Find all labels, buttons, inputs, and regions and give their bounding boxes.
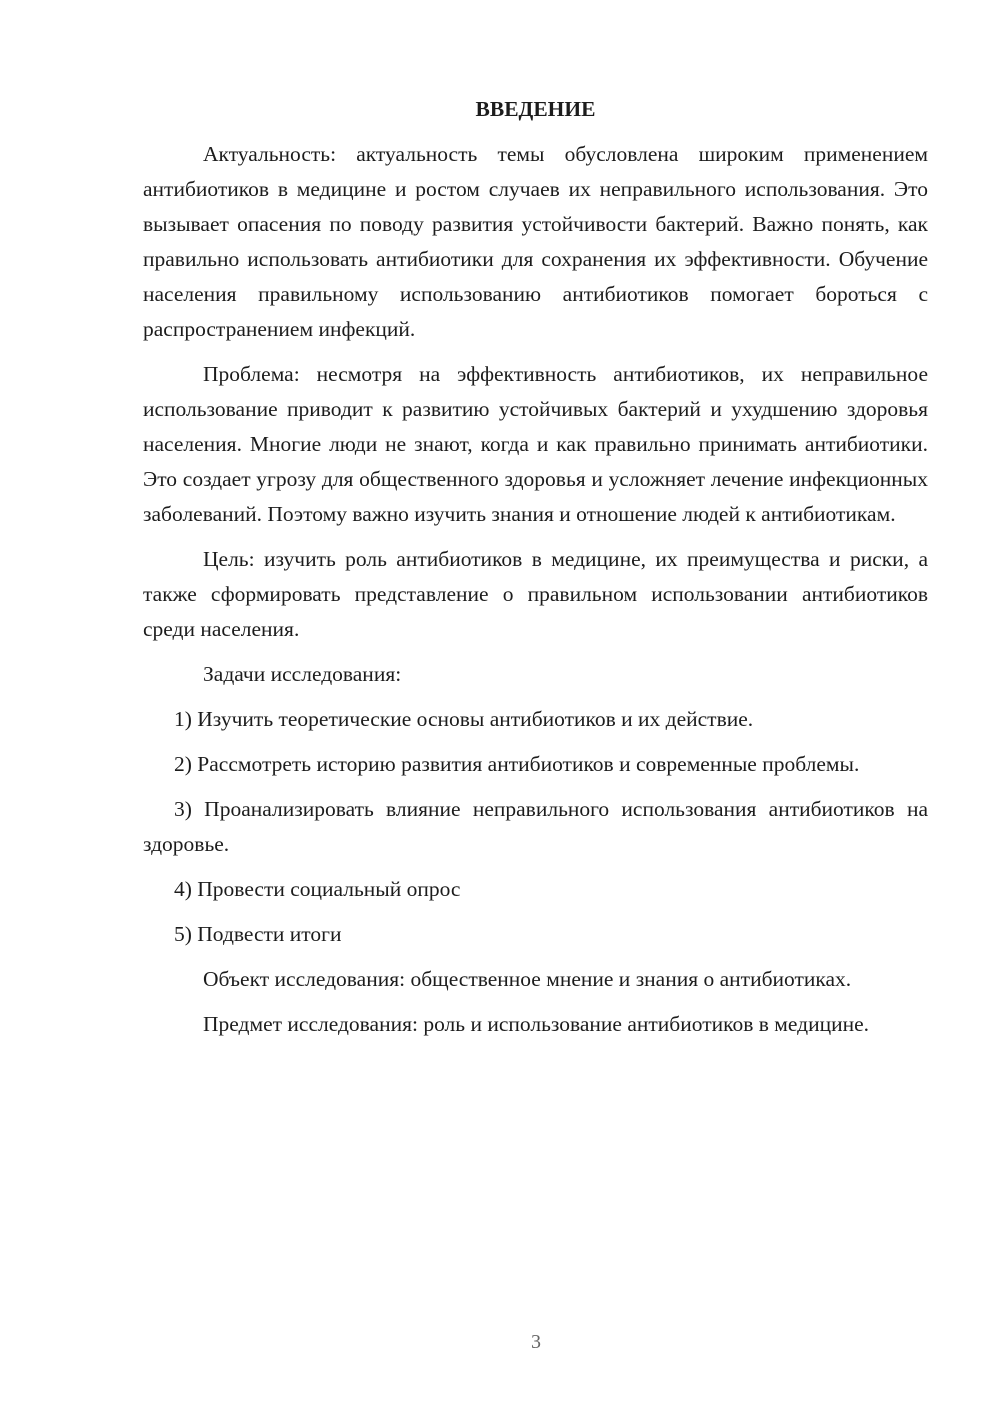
- problem-paragraph: Проблема: несмотря на эффективность антибиотиков, их неправильное использование приводит к развитию устойчивых бактерий и ухудшению здоровья населения. Многие люди не знают, когда и как правильно принимать антибиотики. Это создает угрозу для общественного здоровья и усложняет лечение инфекционных заболеваний. Поэтому важно изучить знания и отношение людей к антибиотикам.: [143, 362, 928, 526]
- relevance-paragraph: Актуальность: актуальность темы обусловлена широким применением антибиотиков в медицине и ростом случаев их неправильного использования. Это вызывает опасения по поводу развития устойчивости бактерий. Важно понять, как правильно использовать антибиотики для сохранения их эффективности. Обучение населения правильному использованию антибиотиков помогает бороться с распространением инфекций.: [143, 142, 928, 341]
- task-item: 3) Проанализировать влияние неправильного использования антибиотиков на здоровье.: [143, 797, 928, 856]
- task-item: 5) Подвести итоги: [174, 922, 342, 946]
- task-item: 4) Провести социальный опрос: [174, 877, 461, 901]
- section-title: ВВЕДЕНИЕ: [475, 97, 596, 121]
- tasks-heading: Задачи исследования:: [203, 662, 402, 686]
- task-item: 2) Рассмотреть историю развития антибиотиков и современные проблемы.: [174, 752, 860, 776]
- task-item: 1) Изучить теоретические основы антибиотиков и их действие.: [174, 707, 754, 731]
- document-page: [143, 92, 928, 1052]
- research-object-paragraph: Объект исследования: общественное мнение и знания о антибиотиках.: [203, 967, 852, 991]
- goal-paragraph: Цель: изучить роль антибиотиков в медицине, их преимущества и риски, а также сформировать представление о правильном использовании антибиотиков среди населения.: [143, 547, 928, 641]
- research-subject-paragraph: Предмет исследования: роль и использование антибиотиков в медицине.: [203, 1012, 870, 1036]
- page-number: 3: [531, 1331, 541, 1353]
